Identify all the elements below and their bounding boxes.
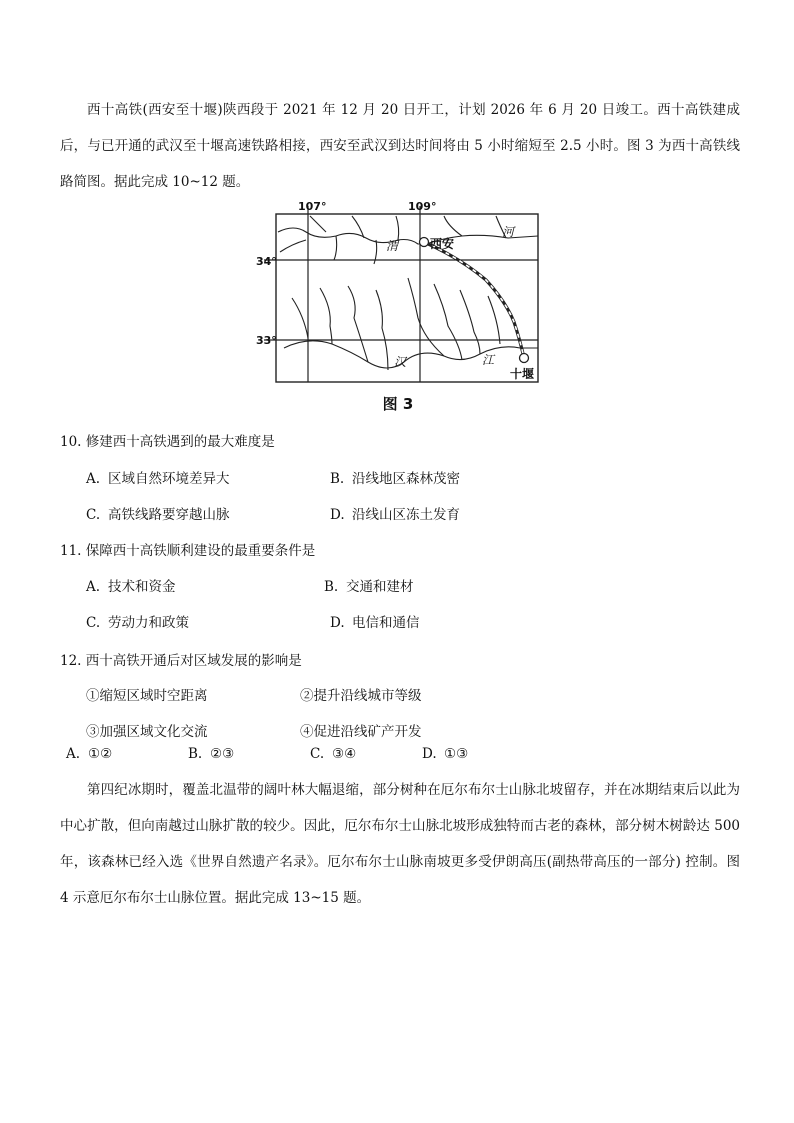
river-han-label: 汉 <box>394 355 407 369</box>
q12-option-c-letter: C. <box>310 746 325 762</box>
question-12-stem: 12. 西十高铁开通后对区域发展的影响是 <box>60 653 302 669</box>
shiyan-marker <box>520 354 529 363</box>
railway-line <box>424 242 524 358</box>
q11-option-c-text: 劳动力和政策 <box>108 615 189 631</box>
q11-option-b[interactable] <box>324 575 414 595</box>
q10-option-c[interactable] <box>86 503 230 523</box>
question-10-stem: 10. 修建西十高铁遇到的最大难度是 <box>60 434 275 450</box>
q12-option-a[interactable] <box>66 746 112 762</box>
tributary-n1 <box>310 216 326 232</box>
figure-3-caption: 图 3 <box>382 395 414 413</box>
lat-33-label: 33° <box>256 334 277 347</box>
tributary-h2 <box>348 286 368 362</box>
q11-option-d[interactable] <box>330 611 420 631</box>
q12-item-4: ④促进沿线矿产开发 <box>300 724 422 740</box>
q11-option-d-letter: D. <box>330 615 345 631</box>
q12-item-2: ②提升沿线城市等级 <box>300 688 422 704</box>
tributary-h6 <box>460 290 480 354</box>
q11-option-a-letter: A. <box>86 579 101 595</box>
q11-option-b-letter: B. <box>324 579 339 595</box>
q12-option-b[interactable] <box>188 746 234 762</box>
tributary-h8 <box>292 298 308 338</box>
figure-3-railway-map <box>248 198 548 416</box>
q10-option-d-text: 沿线山区冻土发育 <box>352 507 460 523</box>
q12-option-d[interactable] <box>422 746 468 762</box>
tributary-h1 <box>320 288 332 344</box>
lon-109-label: 109° <box>408 200 437 213</box>
tributary-n4 <box>444 216 462 236</box>
q10-option-d-letter: D. <box>330 507 345 523</box>
river-he-label: 河 <box>502 225 515 239</box>
q12-option-b-letter: B. <box>188 746 203 762</box>
river-wei-label: 渭 <box>386 239 399 253</box>
q10-option-c-text: 高铁线路要穿越山脉 <box>108 507 230 523</box>
tributary-h5 <box>434 284 462 360</box>
tributary-h3 <box>376 290 388 370</box>
q12-option-d-letter: D. <box>422 746 437 762</box>
q10-option-a-text: 区域自然环境差异大 <box>108 471 230 487</box>
q12-option-c-text: ③④ <box>332 746 357 762</box>
q12-option-a-text: ①② <box>88 746 113 762</box>
question-11-stem: 11. 保障西十高铁顺利建设的最重要条件是 <box>60 543 316 559</box>
tributary-h7 <box>488 296 500 344</box>
q10-option-b[interactable] <box>330 467 460 487</box>
q11-option-a[interactable] <box>86 575 176 595</box>
q11-option-b-text: 交通和建材 <box>346 579 414 595</box>
wei-river <box>278 228 538 244</box>
q11-option-a-text: 技术和资金 <box>108 579 176 595</box>
river-jiang-label: 江 <box>482 353 495 367</box>
q10-option-d[interactable] <box>330 503 460 523</box>
q11-option-c[interactable] <box>86 611 189 631</box>
q12-option-a-letter: A. <box>66 746 81 762</box>
tributary-n3 <box>396 216 399 240</box>
q12-option-b-text: ②③ <box>210 746 235 762</box>
lat-34-label: 34° <box>256 255 277 268</box>
q10-option-a-letter: A. <box>86 471 101 487</box>
tributary-h4 <box>408 278 444 356</box>
tributary-s3 <box>280 240 306 252</box>
q11-option-c-letter: C. <box>86 615 101 631</box>
q10-option-b-letter: B. <box>330 471 345 487</box>
q12-item-1: ①缩短区域时空距离 <box>86 688 208 704</box>
xian-marker <box>420 238 429 247</box>
q11-option-d-text: 电信和通信 <box>352 615 420 631</box>
q10-option-b-text: 沿线地区森林茂密 <box>352 471 460 487</box>
q10-option-a[interactable] <box>86 467 230 487</box>
xian-label: 西安 <box>430 237 455 251</box>
q12-item-3: ③加强区域文化交流 <box>86 724 208 740</box>
shiyan-label: 十堰 <box>510 367 535 381</box>
q10-option-c-letter: C. <box>86 507 101 523</box>
passage-elburz-mountains: 第四纪冰期时，覆盖北温带的阔叶林大幅退缩，部分树种在厄尔布尔士山脉北坡留存，并在冰期结束后以此为中心扩散，但向南越过山脉扩散的较少。因此，厄尔布尔士山脉北坡形成独特而古老的森林，部分树木树龄达 500 年，该森林已经入选《世界自然遗产名录》。厄尔布尔士山脉南坡更多受伊朗高压(副热带高压的一部分) 控制。图 4 示意厄尔布尔士山脉位置。据此完成 13~15 题。 <box>60 782 740 906</box>
q12-option-c[interactable] <box>310 746 356 762</box>
han-river <box>284 341 538 368</box>
lon-107-label: 107° <box>298 200 327 213</box>
tributary-s1 <box>334 236 337 260</box>
passage-intro-xishi-railway: 西十高铁(西安至十堰)陕西段于 2021 年 12 月 20 日开工，计划 2026 年 6 月 20 日竣工。西十高铁建成后，与已开通的武汉至十堰高速铁路相接，西安至武汉到达时间将由 5 小时缩短至 2.5 小时。图 3 为西十高铁线路简图。据此完成 10~12 题。 <box>60 102 740 190</box>
q12-option-d-text: ①③ <box>444 746 469 762</box>
